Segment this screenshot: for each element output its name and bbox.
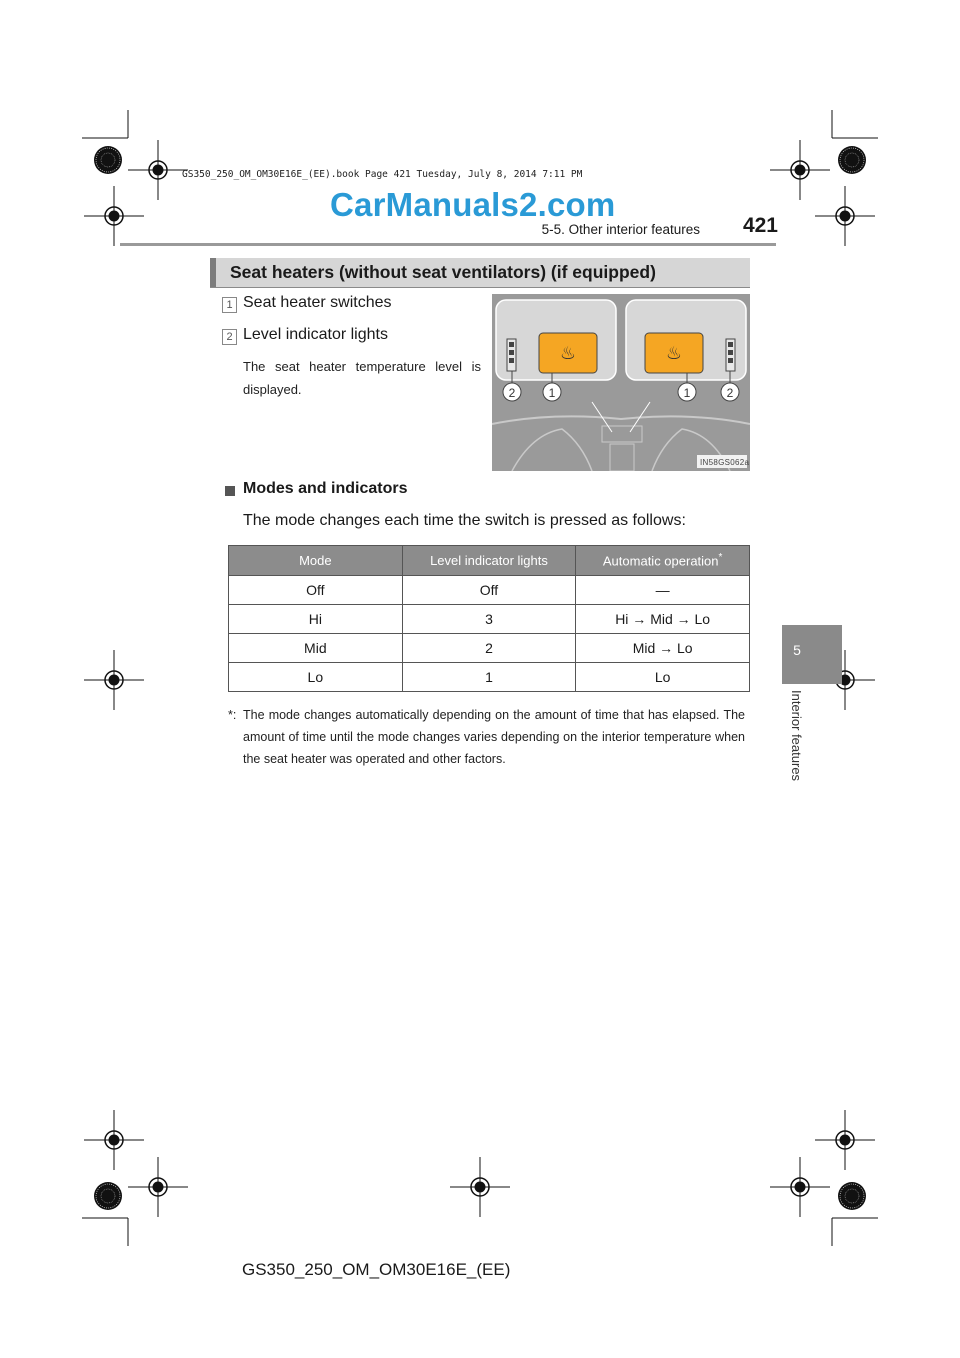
table-row bbox=[229, 576, 750, 605]
modes-heading: Modes and indicators bbox=[243, 480, 408, 497]
cell-level: Off bbox=[402, 576, 576, 605]
cell-auto: — bbox=[576, 576, 750, 605]
footnote-asterisk: * bbox=[718, 552, 723, 564]
book-print-line: GS350_250_OM_OM30E16E_(EE).book Page 421 Tuesday, July 8, 2014 7:11 PM bbox=[182, 169, 583, 180]
illustration-marker-1-left bbox=[543, 383, 561, 401]
callout-number-2: 2 bbox=[222, 329, 237, 345]
table-row bbox=[229, 605, 750, 634]
header-mode: Mode bbox=[229, 546, 403, 576]
svg-text:2: 2 bbox=[726, 386, 734, 400]
svg-text:♨: ♨ bbox=[559, 343, 577, 364]
seat-heater-illustration bbox=[492, 294, 750, 471]
svg-text:♨: ♨ bbox=[665, 343, 683, 364]
cell-level: 2 bbox=[402, 634, 576, 663]
cell-level: 3 bbox=[402, 605, 576, 634]
section-title: Seat heaters (without seat ventilators) (if equipped) bbox=[230, 262, 656, 282]
modes-intro: The mode changes each time the switch is pressed as follows: bbox=[243, 512, 686, 529]
illustration-marker-2-left bbox=[503, 383, 521, 401]
svg-text:1: 1 bbox=[548, 386, 556, 400]
header-rule bbox=[120, 243, 776, 246]
callout-number-1: 1 bbox=[222, 297, 237, 313]
cell-mode: Hi bbox=[229, 605, 403, 634]
svg-text:1: 1 bbox=[683, 386, 691, 400]
footnote-text: The mode changes automatically depending on the amount of time that has elapsed. The amount of time until the mode changes varies depending on the interior temperature when the seat heater was operated and other factors. bbox=[243, 708, 745, 766]
cell-mode: Mid bbox=[229, 634, 403, 663]
callout-label-1: Seat heater switches bbox=[243, 294, 392, 311]
chapter-label: Interior features bbox=[789, 690, 804, 782]
section-header: 5-5. Other interior features bbox=[541, 222, 700, 237]
cell-mode: Off bbox=[229, 576, 403, 605]
cell-auto: Mid → Lo bbox=[576, 634, 750, 663]
footnote-marker: *: bbox=[228, 708, 237, 722]
watermark-text[interactable]: CarManuals2.com bbox=[330, 186, 616, 223]
title-rule bbox=[210, 287, 750, 288]
cell-auto: Lo bbox=[576, 663, 750, 692]
chapter-number: 5 bbox=[793, 642, 801, 658]
svg-text:2: 2 bbox=[508, 386, 516, 400]
callout-description: The seat heater temperature level is displayed. bbox=[243, 359, 481, 397]
header-automatic-operation bbox=[576, 546, 750, 576]
table-header-row bbox=[229, 546, 750, 576]
table-row bbox=[229, 634, 750, 663]
header-level-indicator: Level indicator lights bbox=[402, 546, 576, 576]
cell-auto: Hi → Mid → Lo bbox=[576, 605, 750, 634]
illustration-marker-1-right bbox=[678, 383, 696, 401]
header-automatic-operation-label: Automatic operation bbox=[602, 553, 719, 569]
table-row bbox=[229, 663, 750, 692]
illustration-marker-2-right bbox=[721, 383, 739, 401]
callout-label-2: Level indicator lights bbox=[243, 326, 388, 343]
page-number: 421 bbox=[742, 214, 778, 237]
footnote bbox=[228, 704, 745, 770]
footer-code: GS350_250_OM_OM30E16E_(EE) bbox=[242, 1260, 511, 1279]
cell-mode: Lo bbox=[229, 663, 403, 692]
illustration-code: IN58GS062a bbox=[700, 458, 750, 467]
modes-table bbox=[228, 545, 750, 692]
section-title-bar bbox=[210, 258, 750, 288]
square-bullet-icon bbox=[225, 486, 235, 496]
cell-level: 1 bbox=[402, 663, 576, 692]
